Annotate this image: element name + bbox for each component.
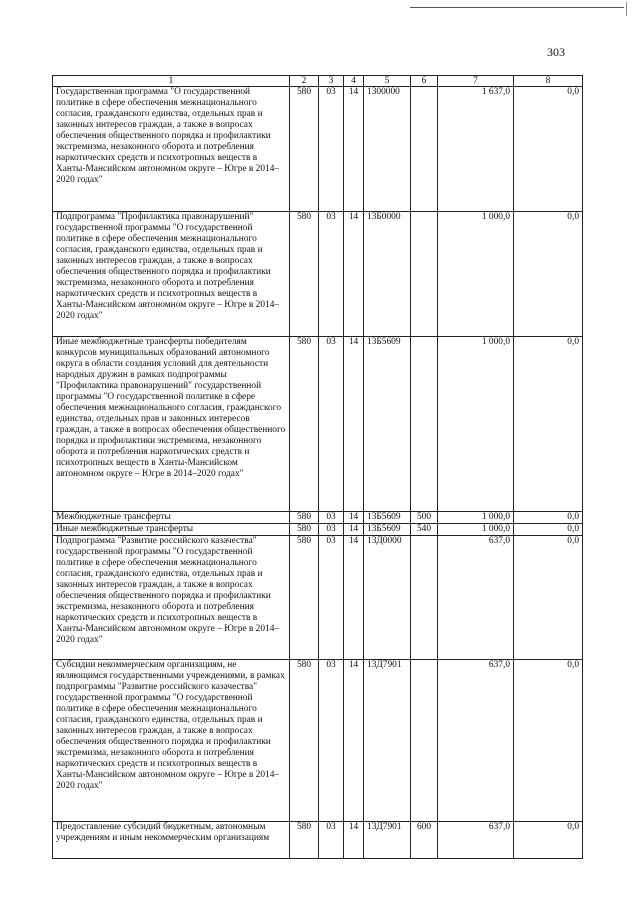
row-c6 [411, 87, 438, 212]
row-c3: 03 [319, 212, 344, 337]
row-c6: 500 [411, 512, 438, 524]
row-c8: 0,0 [514, 536, 583, 660]
row-c8: 0,0 [514, 524, 583, 536]
row-c3: 03 [319, 512, 344, 524]
row-c4: 14 [344, 512, 364, 524]
row-c8: 0,0 [514, 660, 583, 822]
row-c5: 13Б5609 [364, 512, 411, 524]
header-col-7: 7 [438, 76, 514, 87]
row-c8: 0,0 [514, 337, 583, 512]
row-name: Предоставление субсидий бюджетным, автономным учреждениям и иным некоммерческим организациям [53, 822, 290, 859]
row-c5: 1300000 [364, 87, 411, 212]
row-c4: 14 [344, 536, 364, 660]
row-c5: 13Д0000 [364, 536, 411, 660]
header-row [53, 76, 583, 87]
row-c8: 0,0 [514, 212, 583, 337]
row-c4: 14 [344, 87, 364, 212]
row-c6: 540 [411, 524, 438, 536]
row-c7: 1 637,0 [438, 87, 514, 212]
row-c4: 14 [344, 337, 364, 512]
table-row [53, 87, 583, 212]
row-c4: 14 [344, 212, 364, 337]
row-c7: 1 000,0 [438, 524, 514, 536]
row-c3: 03 [319, 536, 344, 660]
row-c6 [411, 536, 438, 660]
row-c3: 03 [319, 822, 344, 859]
table-row [53, 822, 583, 859]
header-col-8: 8 [514, 76, 583, 87]
top-rule [410, 7, 624, 8]
row-c8: 0,0 [514, 822, 583, 859]
row-name: Подпрограмма "Развитие российского казачества" государственной программы "О государственной политике в сфере обеспечения межнационального согласия, гражданского единства, отдельных прав и законных интересов граждан, а также в вопросах обеспечения общественного порядка и профилактики экстремизма, незаконного оборота и потребления наркотических средств и психотропных веществ в Ханты-Мансийском автономном округе – Югре в 2014–2020 годах" [53, 536, 290, 660]
row-c4: 14 [344, 524, 364, 536]
row-name: Иные межбюджетные трансферты победителям конкурсов муниципальных образований автономного округа в области создания условий для деятельности народных дружин в рамках подпрограммы "Профилактика правонарушений" государственной программы "О государственной политике в сфере обеспечения межнационального согласия, гражданского единства, отдельных прав и законных интересов граждан, а также в вопросах обеспечения общественного порядка и профилактики экстремизма, незаконного оборота и потребления наркотических средств и психотропных веществ в Ханты-Мансийском автономном округе – Югре в 2014–2020 годах" [53, 337, 290, 512]
header-col-4: 4 [344, 76, 364, 87]
row-c6 [411, 337, 438, 512]
row-c2: 580 [290, 536, 319, 660]
row-c2: 580 [290, 512, 319, 524]
header-col-6: 6 [411, 76, 438, 87]
row-c7: 1 000,0 [438, 212, 514, 337]
row-c3: 03 [319, 87, 344, 212]
row-c8: 0,0 [514, 512, 583, 524]
row-c5: 13Д7901 [364, 822, 411, 859]
header-col-2: 2 [290, 76, 319, 87]
row-c2: 580 [290, 212, 319, 337]
row-name: Межбюджетные трансферты [53, 512, 290, 524]
table-row [53, 524, 583, 536]
top-edge-mark [626, 2, 627, 16]
row-c3: 03 [319, 337, 344, 512]
page-number: 303 [547, 45, 565, 59]
row-name: Иные межбюджетные трансферты [53, 524, 290, 536]
row-c2: 580 [290, 337, 319, 512]
row-c7: 1 000,0 [438, 512, 514, 524]
header-col-1: 1 [53, 76, 290, 87]
header-col-5: 5 [364, 76, 411, 87]
row-c5: 13Б5609 [364, 524, 411, 536]
row-c3: 03 [319, 660, 344, 822]
row-c5: 13Д7901 [364, 660, 411, 822]
row-c2: 580 [290, 524, 319, 536]
table-row [53, 536, 583, 660]
budget-table [52, 75, 583, 859]
row-c2: 580 [290, 660, 319, 822]
row-c5: 13Б5609 [364, 337, 411, 512]
header-col-3: 3 [319, 76, 344, 87]
row-c6 [411, 212, 438, 337]
row-c3: 03 [319, 524, 344, 536]
table-row [53, 512, 583, 524]
row-c2: 580 [290, 822, 319, 859]
table-row [53, 212, 583, 337]
row-name: Субсидии некоммерческим организациям, не являющимся государственными учреждениями, в рамках подпрограммы "Развитие российского казачества" государственной программы "О государственной политике в сфере обеспечения межнационального согласия, гражданского единства, отдельных прав и законных интересов граждан, а также в вопросах обеспечения общественного порядка и профилактики экстремизма, незаконного оборота и потребления наркотических средств и психотропных веществ в Ханты-Мансийском автономном округе – Югре в 2014–2020 годах" [53, 660, 290, 822]
row-c7: 1 000,0 [438, 337, 514, 512]
row-c2: 580 [290, 87, 319, 212]
row-c7: 637,0 [438, 660, 514, 822]
row-c7: 637,0 [438, 822, 514, 859]
row-c4: 14 [344, 660, 364, 822]
row-name: Государственная программа "О государственной политике в сфере обеспечения межнационального согласия, гражданского единства, отдельных прав и законных интересов граждан, а также в вопросах обеспечения общественного порядка и профилактики экстремизма, незаконного оборота и потребления наркотических средств и психотропных веществ в Ханты-Мансийском автономном округе – Югре в 2014–2020 годах" [53, 87, 290, 212]
row-name: Подпрограмма "Профилактика правонарушений" государственной программы "О государственной политике в сфере обеспечения межнационального согласия, гражданского единства, отдельных прав и законных интересов граждан, а также в вопросах обеспечения общественного порядка и профилактики экстремизма, незаконного оборота и потребления наркотических средств и психотропных веществ в Ханты-Мансийском автономном округе – Югре в 2014–2020 годах" [53, 212, 290, 337]
row-c7: 637,0 [438, 536, 514, 660]
row-c6: 600 [411, 822, 438, 859]
table-row [53, 660, 583, 822]
table-row [53, 337, 583, 512]
row-c5: 13Б0000 [364, 212, 411, 337]
row-c8: 0,0 [514, 87, 583, 212]
row-c4: 14 [344, 822, 364, 859]
row-c6 [411, 660, 438, 822]
